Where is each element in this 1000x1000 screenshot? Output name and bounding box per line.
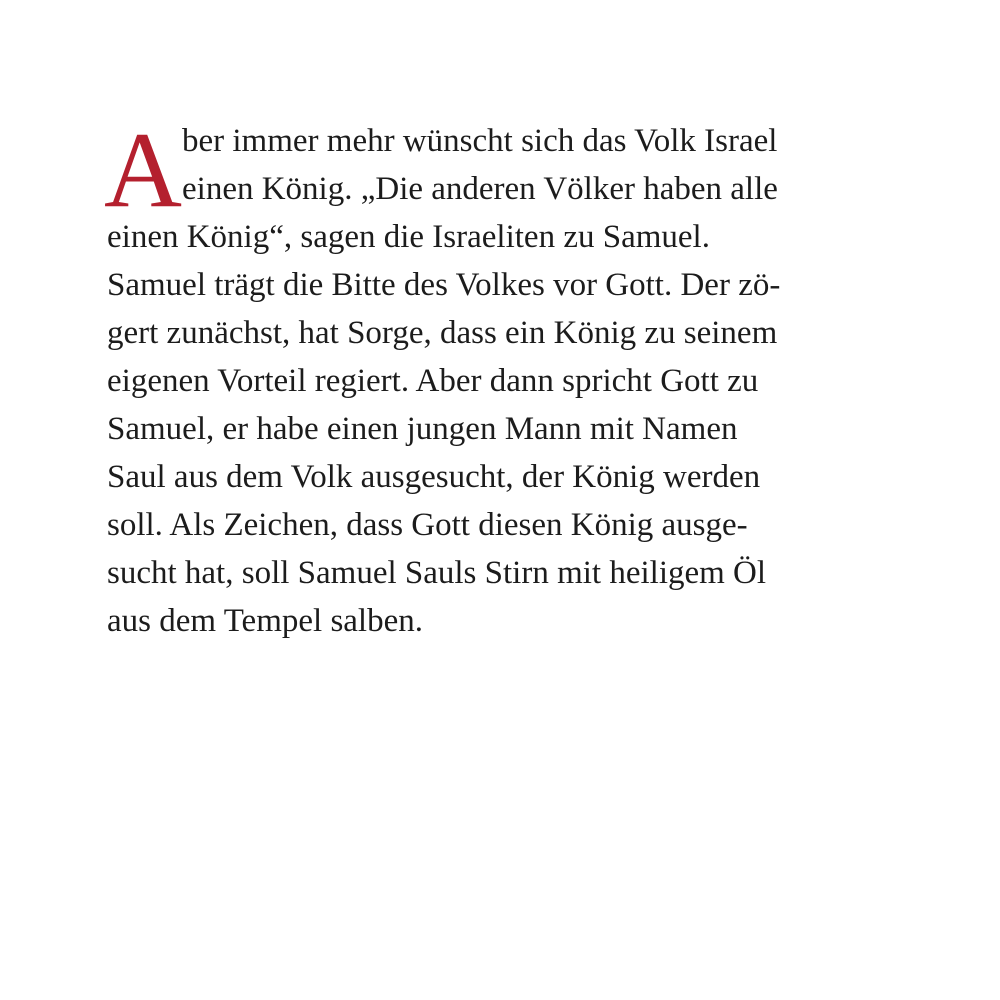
- paragraph-line: eigenen Vorteil regiert. Aber dann spricht Gott zu: [107, 363, 759, 399]
- paragraph-line: Samuel trägt die Bitte des Volkes vor Gott. Der zö-: [107, 267, 781, 303]
- paragraph-line: Samuel, er habe einen jungen Mann mit Namen: [107, 411, 738, 447]
- drop-cap: A: [104, 111, 182, 230]
- paragraph-line: einen König. „Die anderen Völker haben alle: [182, 171, 778, 207]
- paragraph-line: soll. Als Zeichen, dass Gott diesen König ausge-: [107, 507, 748, 543]
- paragraph-line: ber immer mehr wünscht sich das Volk Israel: [182, 123, 778, 159]
- paragraph-line: sucht hat, soll Samuel Sauls Stirn mit heiligem Öl: [107, 555, 767, 591]
- paragraph-line: Saul aus dem Volk ausgesucht, der König werden: [107, 459, 761, 495]
- paragraph-line: gert zunächst, hat Sorge, dass ein König zu seinem: [107, 315, 778, 351]
- paragraph-line: aus dem Tempel salben.: [107, 603, 423, 639]
- paragraph-line: einen König“, sagen die Israeliten zu Samuel.: [107, 219, 710, 255]
